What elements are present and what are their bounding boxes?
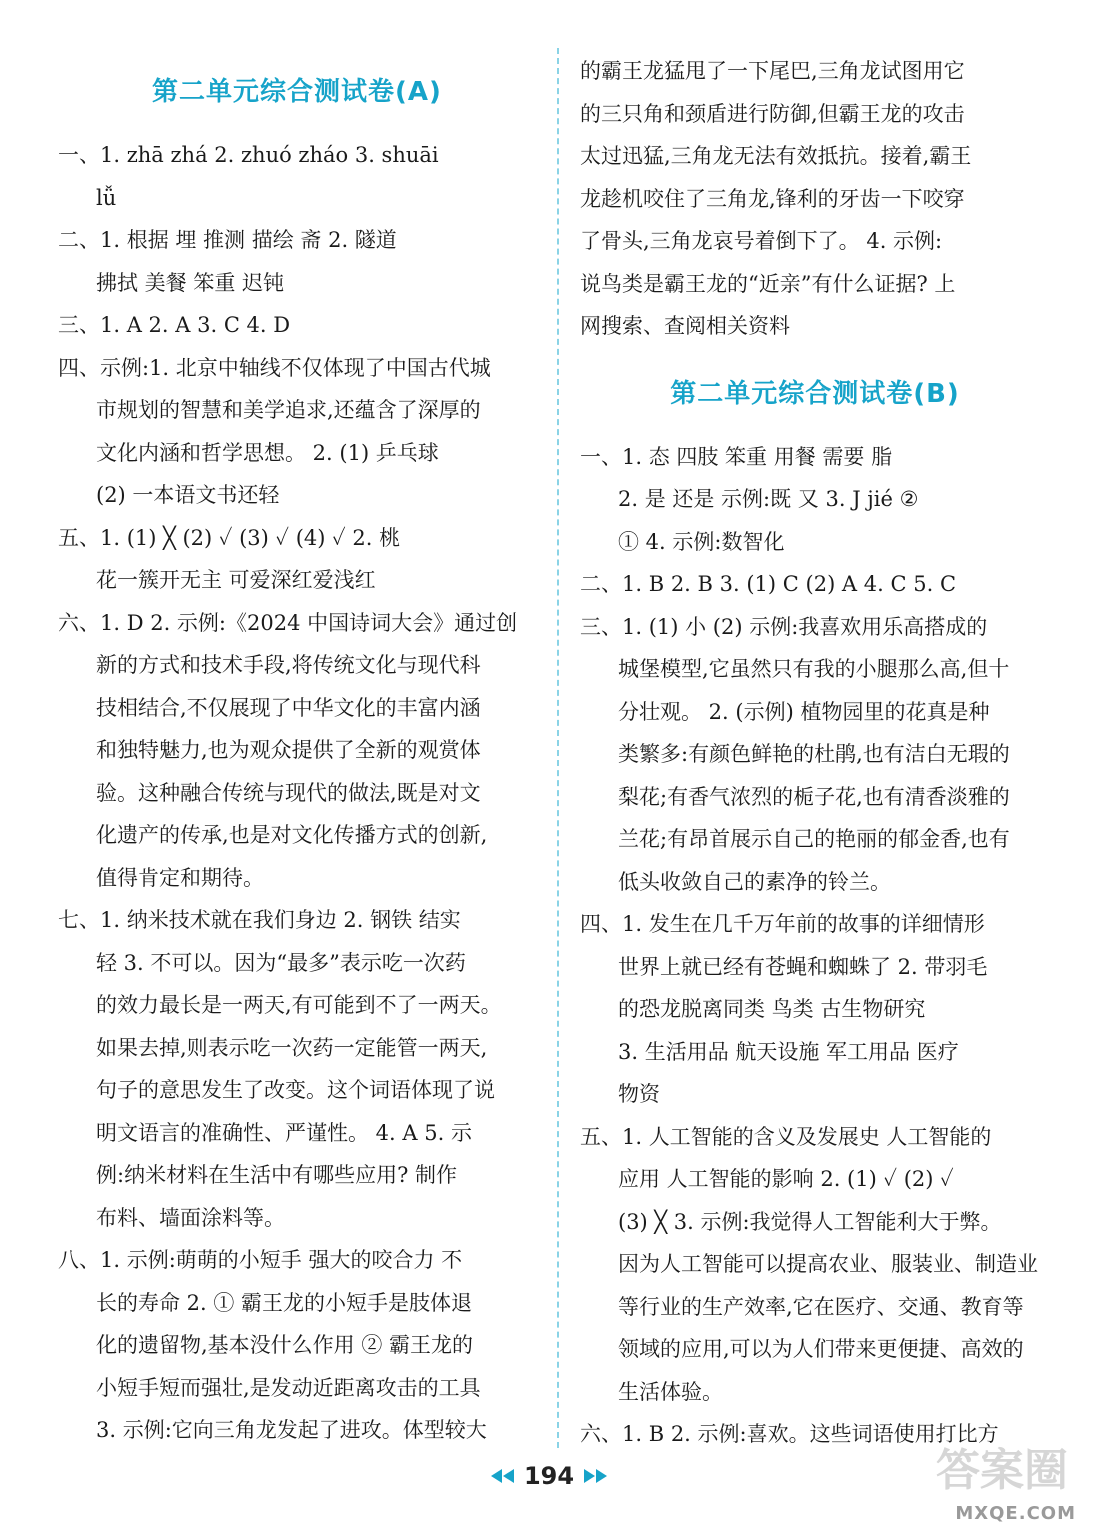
- answer-line: 3. 示例:它向三角龙发起了进攻。体型较大: [96, 1418, 487, 1442]
- answer-line: 七、1. 纳米技术就在我们身边 2. 钢铁 结实: [58, 908, 461, 932]
- section-title-b: 第二单元综合测试卷(B): [670, 378, 960, 409]
- answer-line: 的三只角和颈盾进行防御,但霸王龙的攻击: [580, 101, 965, 126]
- answer-line: 一、1. zhā zhá 2. zhuó zháo 3. shuāi: [58, 143, 439, 167]
- answer-line: 城堡模型,它虽然只有我的小腿那么高,但十: [618, 657, 1010, 681]
- answer-line: 分壮观。 2. (示例) 植物园里的花真是种: [618, 699, 990, 724]
- answer-line: 轻 3. 不可以。因为“最多”表示吃一次药: [96, 950, 466, 975]
- answer-line: 三、1. (1) 小 (2) 示例:我喜欢用乐高搭成的: [580, 614, 988, 639]
- answer-line: 等行业的生产效率,它在医疗、交通、教育等: [618, 1294, 1024, 1319]
- answer-line: 的效力最长是一两天,有可能到不了一两天。: [96, 993, 502, 1017]
- answer-line: 的霸王龙猛甩了一下尾巴,三角龙试图用它: [580, 59, 965, 83]
- answer-line: 一、1. 态 四肢 笨重 用餐 需要 脂: [580, 444, 893, 469]
- answer-line: 拂拭 美餐 笨重 迟钝: [96, 270, 285, 295]
- watermark-text: MXQE.COM: [955, 1503, 1076, 1524]
- answer-line: 五、1. (1) ╳ (2) ✓ (3) ✓ (4) ✓ 2. 桃: [58, 525, 401, 550]
- answer-line: 五、1. 人工智能的含义及发展史 人工智能的: [580, 1124, 992, 1149]
- watermark-logo: 答案圈: [936, 1445, 1068, 1496]
- answer-line: 六、1. B 2. 示例:喜欢。这些词语使用打比方: [580, 1422, 999, 1446]
- answer-line: 长的寿命 2. ① 霸王龙的小短手是肢体退: [96, 1290, 473, 1315]
- answer-line: 低头收敛自己的素净的铃兰。: [618, 869, 891, 894]
- answer-list-a: [58, 134, 536, 1452]
- answer-line: 物资: [618, 1082, 660, 1106]
- answer-line: 网搜索、查阅相关资料: [580, 314, 790, 338]
- answer-line: 二、1. B 2. B 3. (1) C (2) A 4. C 5. C: [580, 572, 957, 596]
- answer-line: 明文语言的准确性、严谨性。 4. A 5. 示: [96, 1120, 472, 1145]
- answer-line: 化遗产的传承,也是对文化传播方式的创新,: [96, 823, 488, 847]
- answer-line: lǚ: [96, 185, 117, 210]
- answer-line: 2. 是 还是 示例:既 又 3. J jié ②: [618, 487, 919, 511]
- answer-line: 技相结合,不仅展现了中华文化的丰富内涵: [96, 695, 481, 720]
- answer-line: 因为人工智能可以提高农业、服装业、制造业: [618, 1252, 1038, 1276]
- section-title-a: 第二单元综合测试卷(A): [152, 77, 442, 107]
- answer-line: 的恐龙脱离同类 鸟类 古生物研究: [618, 997, 926, 1021]
- answer-line: 例:纳米材料在生活中有哪些应用? 制作: [96, 1163, 458, 1187]
- answer-line: 八、1. 示例:萌萌的小短手 强大的咬合力 不: [58, 1248, 463, 1272]
- answer-line: 值得肯定和期待。: [96, 865, 264, 890]
- answer-line: 新的方式和技术手段,将传统文化与现代科: [96, 653, 481, 677]
- answer-line: 花一簇开无主 可爱深红爱浅红: [96, 568, 376, 592]
- answer-line: 句子的意思发生了改变。这个词语体现了说: [96, 1078, 495, 1102]
- answer-line: (3) ╳ 3. 示例:我觉得人工智能利大于弊。: [618, 1209, 1002, 1234]
- answer-line: 应用 人工智能的影响 2. (1) ✓ (2) ✓: [618, 1167, 954, 1191]
- answer-line: 说鸟类是霸王龙的“近亲”有什么证据? 上: [580, 271, 956, 296]
- answer-line: 生活体验。: [618, 1379, 723, 1404]
- answer-line: 太过迅猛,三角龙无法有效抵抗。接着,霸王: [580, 144, 972, 168]
- answer-line: 3. 生活用品 航天设施 军工用品 医疗: [618, 1039, 959, 1064]
- answer-line: ① 4. 示例:数智化: [618, 529, 785, 554]
- right-column: [580, 0, 1050, 1456]
- answer-line: 领域的应用,可以为人们带来更便捷、高效的: [618, 1337, 1024, 1361]
- answer-line: (2) 一本语文书还轻: [96, 483, 280, 507]
- answer-line: 世界上就已经有苍蝇和蜘蛛了 2. 带羽毛: [618, 954, 988, 979]
- answer-line: 了骨头,三角龙哀号着倒下了。 4. 示例:: [580, 229, 943, 253]
- answer-line: 三、1. A 2. A 3. C 4. D: [58, 313, 291, 337]
- answer-line: 四、示例:1. 北京中轴线不仅体现了中国古代城: [58, 355, 491, 380]
- answer-line: 和独特魅力,也为观众提供了全新的观赏体: [96, 738, 481, 762]
- answer-line: 布料、墙面涂料等。: [96, 1205, 285, 1230]
- column-divider: [557, 48, 559, 1448]
- answer-line: 四、1. 发生在几千万年前的故事的详细情形: [580, 912, 985, 936]
- answer-line: 如果去掉,则表示吃一次药一定能管一两天,: [96, 1035, 488, 1060]
- answer-line: 验。这种融合传统与现代的做法,既是对文: [96, 780, 481, 805]
- answer-line: 梨花;有香气浓烈的栀子花,也有清香淡雅的: [618, 784, 1010, 809]
- answer-list-b: [580, 436, 1050, 1456]
- answer-line: 兰花;有昂首展示自己的艳丽的郁金香,也有: [618, 827, 1010, 851]
- answer-line: 龙趁机咬住了三角龙,锋利的牙齿一下咬穿: [580, 186, 965, 211]
- answer-list-a-continued: [580, 50, 1050, 348]
- next-arrows-icon: [584, 1469, 607, 1483]
- left-column: [58, 0, 536, 1452]
- answer-line: 化的遗留物,基本没什么作用 ② 霸王龙的: [96, 1333, 474, 1357]
- page-number: 194: [523, 1462, 575, 1490]
- answer-line: 市规划的智慧和美学追求,还蕴含了深厚的: [96, 398, 481, 422]
- prev-arrows-icon: [491, 1469, 514, 1483]
- answer-line: 小短手短而强壮,是发动近距离攻击的工具: [96, 1375, 481, 1400]
- answer-line: 类繁多:有颜色鲜艳的杜鹃,也有洁白无瑕的: [618, 742, 1010, 766]
- answer-line: 六、1. D 2. 示例:《2024 中国诗词大会》通过创: [58, 610, 518, 635]
- answer-line: 二、1. 根据 埋 推测 描绘 斋 2. 隧道: [58, 228, 397, 252]
- answer-line: 文化内涵和哲学思想。 2. (1) 乒乓球: [96, 440, 439, 465]
- page-footer: [0, 1458, 1098, 1494]
